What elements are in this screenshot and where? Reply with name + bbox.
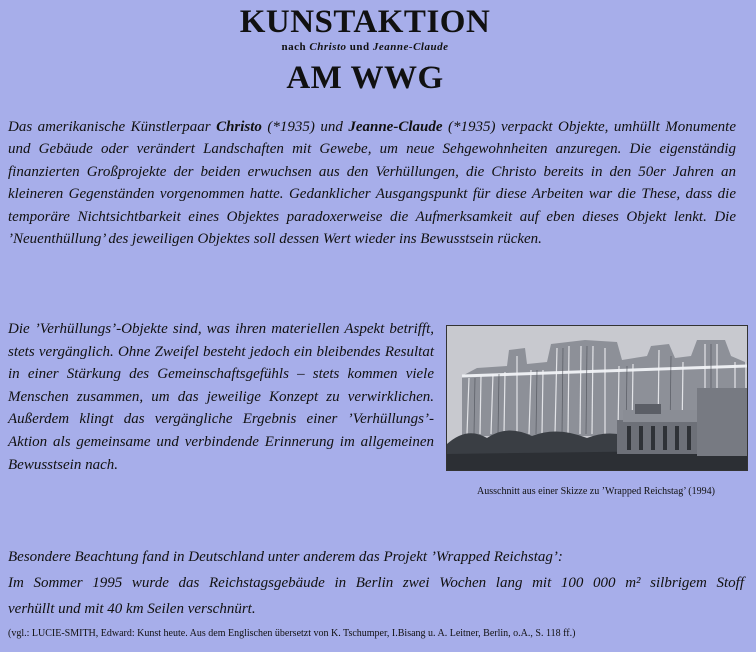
p3-line3: verhüllt und mit 40 km Seilen verschnürt.: [8, 601, 256, 617]
p1-intro: Das amerikanische Künstlerpaar: [8, 119, 211, 135]
page-title-line2: AM WWG: [286, 60, 444, 96]
p3-line1: Besondere Beachtung fand in Deutschland unter anderem das Projekt ’Wrapped Reichstag’:: [8, 549, 563, 565]
reichstag-sketch-image: [446, 325, 748, 471]
p3-line2: Im Sommer 1995 wurde das Reichstagsgebäude in Berlin zwei Wochen lang mit 100 000 m² silbrigem Stoff: [8, 575, 744, 591]
p1-jeanne-year: (*1935): [447, 119, 496, 135]
p1-christo-year: (*1935): [267, 119, 315, 135]
reference-note: (vgl.: LUCIE-SMITH, Edward: Kunst heute. Aus dem Englischen übersetzt von K. Tschumper, I.Bisang u. A. Leitner, Berlin, o.A., S. 118 ff.): [8, 628, 576, 639]
p1-rest: verpackt Objekte, umhüllt Monumente und Gebäude oder verändert Landschaften mit Gewebe, um neue Sehgewohnheiten anzuregen. Die eigenständig finanzierten Großprojekte der beiden erwuchsen aus den Verhüllungen, die Christo bereits in den 50er Jahren an kleineren Gegenständen vorgenommen hatte. Gedanklicher Ausgangspunkt für diese Arbeiten war die These, dass die temporäre Nichtsichtbarkeit eines Objektes paradoxerweise die Aufmerksamkeit auf eben dieses Objekt lenkt. Die ’Neuenthüllung’ des jeweiligen Objektes soll dessen Wert wieder ins Bewusstsein rücken.: [8, 119, 737, 248]
page-title: KUNSTAKTION: [239, 4, 491, 40]
figure-caption: Ausschnitt aus einer Skizze zu ’Wrapped Reichstag’ (1994): [477, 486, 715, 497]
paragraph-reichstag: [8, 544, 744, 622]
page-subtitle: [0, 40, 730, 54]
subtitle-jeanne: Jeanne-Claude: [372, 41, 449, 53]
paragraph-intro: [8, 116, 736, 250]
p1-christo: Christo: [216, 119, 262, 135]
subtitle-prefix: nach: [281, 41, 307, 53]
subtitle-und: und: [349, 41, 370, 53]
subtitle-christo: Christo: [309, 41, 347, 53]
paragraph-verhuellung: Die ’Verhüllungs’-Objekte sind, was ihren materiellen Aspekt betrifft, stets vergänglich. Ohne Zweifel besteht jedoch ein bleibendes Resultat in einer Stärkung des Gemeinschaftsgefühls – stets kommen viele Menschen zusammen, um das jeweilige Konzept zu verwirklichen. Außerdem klingt das vergängliche Ergebnis einer ’Verhüllungs’-Aktion als gemeinsame und verbindende Erinnerung im allgemeinen Bewusstsein nach.: [8, 321, 434, 473]
p1-jeanne: Jeanne-Claude: [348, 119, 443, 135]
p1-und: und: [320, 119, 343, 135]
